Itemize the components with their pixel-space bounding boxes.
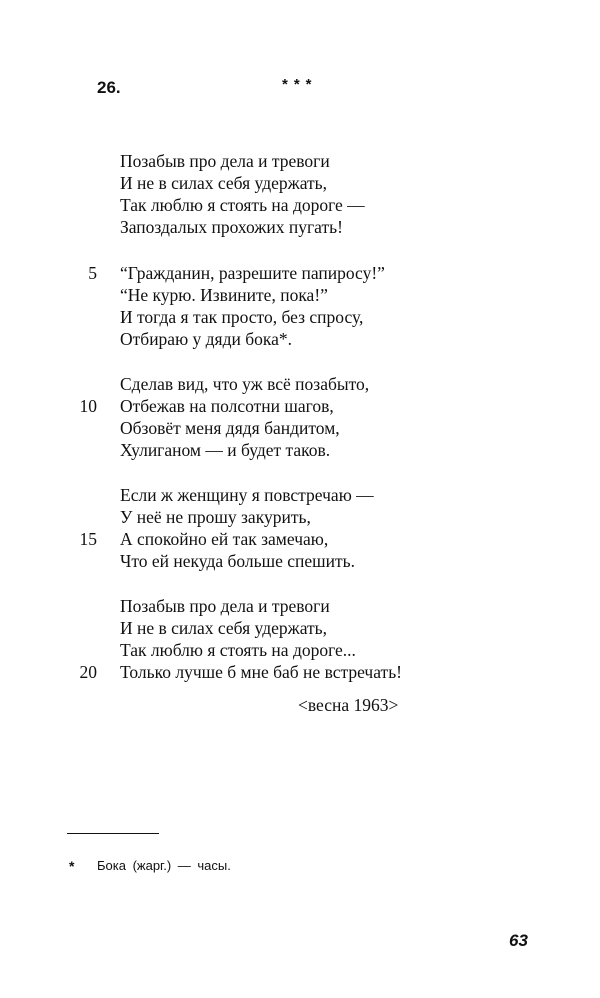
poem-line: Так люблю я стоять на дороге — xyxy=(120,195,365,215)
poem-line: А спокойно ей так замечаю, xyxy=(120,529,329,549)
poem-line: Сделав вид, что уж всё позабыто, xyxy=(120,374,370,394)
poem-line: Отбежав на полсотни шагов, xyxy=(120,396,334,416)
poem-line: Только лучше б мне баб не встречать! xyxy=(120,662,403,682)
poem-line: Позабыв про дела и тревоги xyxy=(120,596,330,616)
poem-line: И не в силах себя удержать, xyxy=(120,618,328,638)
poem-line: Позабыв про дела и тревоги xyxy=(120,151,330,171)
poem-line: Так люблю я стоять на дороге... xyxy=(120,640,356,660)
line-number: 5 xyxy=(88,263,97,283)
poem-line: Если ж женщину я повстречаю — xyxy=(120,485,374,505)
poem-number: 26. xyxy=(97,78,121,97)
poem-date: <весна 1963> xyxy=(298,695,399,715)
poem-line: У неё не прошу закурить, xyxy=(120,507,311,527)
poem-line: Обзовёт меня дядя бандитом, xyxy=(120,418,340,438)
poem-line: “Гражданин, разрешите папиросу!” xyxy=(120,263,385,283)
line-number: 20 xyxy=(79,662,97,682)
footnote-rule xyxy=(67,833,159,834)
poem-line: Запоздалых прохожих пугать! xyxy=(120,217,343,237)
poem-line: Отбираю у дяди бока*. xyxy=(120,329,293,349)
poem-line: “Не курю. Извините, пока!” xyxy=(120,285,328,305)
poem-line: Что ей некуда больше спешить. xyxy=(120,551,356,571)
footnote-text: Бока (жарг.) — часы. xyxy=(97,858,231,873)
asterism: *** xyxy=(282,76,318,93)
line-number: 10 xyxy=(79,396,97,416)
poem-line: Хулиганом — и будет таков. xyxy=(120,440,331,460)
page-number: 63 xyxy=(509,931,528,950)
poem-line: И тогда я так просто, без спросу, xyxy=(120,307,364,327)
poem-line: И не в силах себя удержать, xyxy=(120,173,328,193)
line-number: 15 xyxy=(79,529,97,549)
footnote-marker: * xyxy=(69,858,75,874)
